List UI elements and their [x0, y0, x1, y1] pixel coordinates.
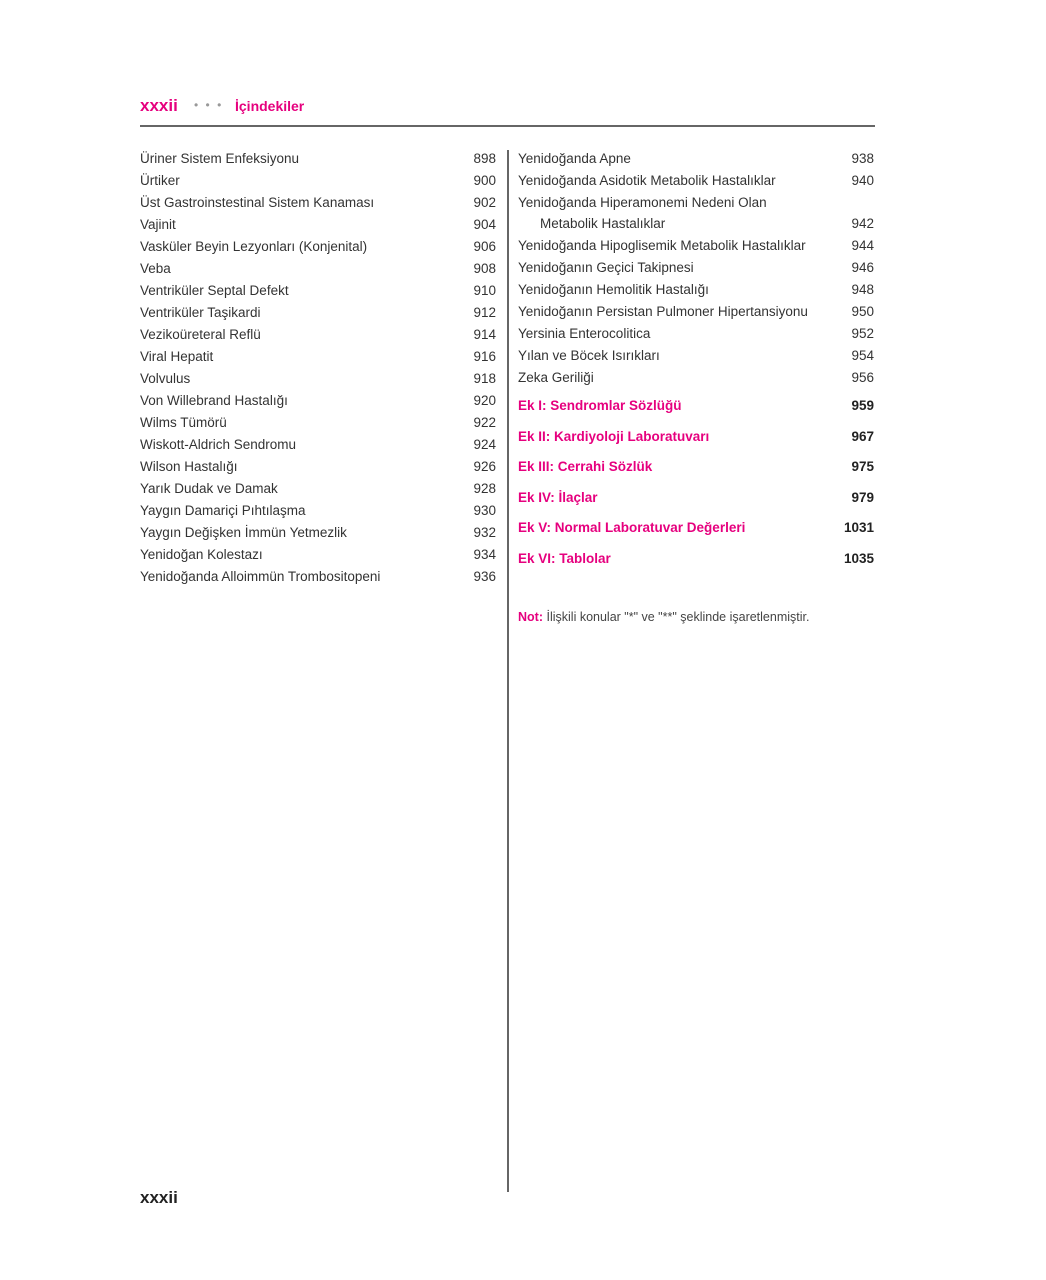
toc-entry[interactable]	[518, 279, 874, 301]
toc-entry[interactable]	[518, 257, 874, 279]
toc-entry-page: 938	[851, 151, 874, 166]
toc-entry-title: Wilms Tümörü	[140, 415, 227, 430]
footer-page-number: xxxii	[140, 1188, 178, 1207]
toc-entry-page: 904	[473, 217, 496, 232]
toc-entry-page: 918	[473, 371, 496, 386]
toc-entry-title: Veba	[140, 261, 171, 276]
toc-entry-title: Zeka Geriliği	[518, 370, 594, 385]
toc-entry-page: 940	[851, 173, 874, 188]
toc-entry-title: Ürtiker	[140, 173, 180, 188]
appendix-title: Ek IV: İlaçlar	[518, 489, 598, 505]
toc-entry[interactable]	[518, 301, 874, 323]
toc-entry[interactable]	[518, 170, 874, 192]
appendix-entry[interactable]	[518, 391, 874, 422]
toc-entry-title: Yılan ve Böcek Isırıkları	[518, 348, 660, 363]
toc-entry[interactable]	[518, 367, 874, 389]
toc-entry-page: 930	[473, 503, 496, 518]
toc-entry[interactable]	[140, 192, 496, 214]
appendix-page: 967	[851, 428, 874, 444]
toc-entry-title: Yaygın Damariçi Pıhtılaşma	[140, 503, 306, 518]
toc-entry-title: Yaygın Değişken İmmün Yetmezlik	[140, 525, 347, 540]
toc-entry[interactable]	[140, 346, 496, 368]
header-rule	[140, 125, 875, 127]
toc-entry-page: 898	[473, 151, 496, 166]
header-title: İçindekiler	[235, 98, 305, 114]
toc-entry-page: 926	[473, 459, 496, 474]
toc-entry-title: Volvulus	[140, 371, 191, 386]
toc-entry-page: 944	[851, 238, 874, 253]
toc-entry-title: Viral Hepatit	[140, 349, 214, 364]
appendix-page: 975	[851, 459, 874, 475]
header-page-number: xxxii	[140, 96, 178, 115]
toc-entry[interactable]	[518, 148, 874, 170]
appendix-page: 979	[851, 489, 874, 505]
toc-entry-title: Vajinit	[140, 217, 176, 232]
toc-entry-page: 950	[851, 304, 874, 319]
toc-entry-title: Yenidoğan Kolestazı	[140, 547, 263, 562]
toc-entry-title: Yersinia Enterocolitica	[518, 326, 651, 341]
toc-entry-title: Metabolik Hastalıklar	[540, 216, 666, 231]
toc-left-column	[140, 148, 496, 588]
toc-entry-page: 910	[473, 283, 496, 298]
appendix-title: Ek II: Kardiyoloji Laboratuvarı	[518, 428, 710, 444]
toc-entry[interactable]	[518, 235, 874, 257]
toc-entry-page: 934	[473, 547, 496, 562]
toc-entry-title: Vezikoüreteral Reflü	[140, 327, 261, 342]
toc-entry[interactable]	[140, 324, 496, 346]
toc-entry[interactable]	[140, 170, 496, 192]
appendix-entry[interactable]	[518, 452, 874, 483]
toc-entry[interactable]	[140, 302, 496, 324]
toc-entry[interactable]	[140, 544, 496, 566]
toc-entry-page: 956	[851, 370, 874, 385]
toc-entry[interactable]	[140, 456, 496, 478]
page-header	[140, 96, 875, 128]
toc-entry[interactable]	[140, 148, 496, 170]
toc-entry-title: Yenidoğanda Apne	[518, 151, 631, 166]
toc-entry[interactable]	[140, 258, 496, 280]
appendix-title: Ek I: Sendromlar Sözlüğü	[518, 398, 682, 413]
toc-entry-page: 906	[473, 239, 496, 254]
toc-entry[interactable]	[140, 390, 496, 412]
toc-entry-page: 946	[851, 260, 874, 275]
toc-entry-page: 908	[473, 261, 496, 276]
toc-entry-page: 916	[473, 349, 496, 364]
toc-entry-page: 914	[473, 327, 496, 342]
footnote-label: Not:	[518, 610, 543, 624]
toc-entry-title: Ventriküler Taşikardi	[140, 305, 261, 320]
appendix-entry[interactable]	[518, 513, 874, 544]
toc-entry[interactable]	[140, 412, 496, 434]
toc-entry-page: 932	[473, 525, 496, 540]
toc-entry-page: 948	[851, 282, 874, 297]
toc-entry-page: 920	[473, 393, 496, 408]
toc-entry-page: 922	[473, 415, 496, 430]
appendix-entry[interactable]	[518, 422, 874, 453]
toc-entry-title: Vasküler Beyin Lezyonları (Konjenital)	[140, 239, 368, 254]
toc-right-column	[518, 148, 874, 575]
appendix-entry[interactable]	[518, 544, 874, 575]
toc-entry-title: Üriner Sistem Enfeksiyonu	[140, 151, 300, 166]
footnote	[518, 610, 809, 624]
toc-entry-page: 912	[473, 305, 496, 320]
toc-entry[interactable]	[518, 345, 874, 367]
header-dots: • • •	[194, 98, 224, 112]
toc-entry[interactable]	[140, 214, 496, 236]
toc-entry-title: Yenidoğanın Hemolitik Hastalığı	[518, 282, 709, 297]
toc-entry-title: Yenidoğanda Alloimmün Trombositopeni	[140, 569, 381, 584]
toc-entry-title: Yarık Dudak ve Damak	[140, 481, 278, 496]
appendix-title: Ek V: Normal Laboratuvar Değerleri	[518, 520, 746, 536]
appendix-title: Ek VI: Tablolar	[518, 550, 611, 566]
footnote-text: İlişkili konular "*" ve "**" şeklinde işaretlenmiştir.	[546, 610, 810, 624]
appendix-title: Ek III: Cerrahi Sözlük	[518, 459, 653, 475]
toc-entry[interactable]	[140, 236, 496, 258]
toc-entry[interactable]	[140, 280, 496, 302]
toc-entry[interactable]	[140, 500, 496, 522]
toc-entry-title: Yenidoğanda Hiperamonemi Nedeni Olan	[518, 195, 767, 210]
column-divider	[507, 150, 509, 1192]
toc-entry-title: Wiskott-Aldrich Sendromu	[140, 437, 297, 452]
toc-entry-continuation[interactable]	[518, 213, 874, 235]
toc-entry-page: 902	[473, 195, 496, 210]
toc-entry-title: Üst Gastroinstestinal Sistem Kanaması	[140, 195, 375, 210]
toc-entry-title: Ventriküler Septal Defekt	[140, 283, 289, 298]
appendix-entry[interactable]	[518, 483, 874, 514]
toc-entry-page: 900	[473, 173, 496, 188]
toc-entry-page: 942	[851, 216, 874, 231]
toc-entry-title: Yenidoğanın Geçici Takipnesi	[518, 260, 694, 275]
toc-entry-page: 936	[473, 569, 496, 584]
toc-entry-page: 924	[473, 437, 496, 452]
toc-entry-title: Yenidoğanda Hipoglisemik Metabolik Hastalıklar	[518, 238, 806, 253]
toc-entry-title: Von Willebrand Hastalığı	[140, 393, 288, 408]
toc-entry[interactable]	[518, 323, 874, 345]
toc-entry-title: Yenidoğanın Persistan Pulmoner Hipertansiyonu	[518, 304, 808, 319]
toc-entry-title: Yenidoğanda Asidotik Metabolik Hastalıklar	[518, 173, 776, 188]
appendix-page: 1031	[843, 520, 874, 536]
appendix-page: 1035	[843, 550, 874, 566]
toc-entry-page: 954	[851, 348, 874, 363]
toc-entry-page: 952	[851, 326, 874, 341]
toc-entry-page: 928	[473, 481, 496, 496]
toc-entry[interactable]	[140, 522, 496, 544]
toc-entry-title: Wilson Hastalığı	[140, 459, 238, 474]
appendix-page: 959	[851, 398, 874, 413]
toc-entry[interactable]	[140, 566, 496, 588]
toc-entry[interactable]	[140, 478, 496, 500]
toc-entry[interactable]	[518, 192, 874, 213]
toc-entry[interactable]	[140, 434, 496, 456]
toc-entry[interactable]	[140, 368, 496, 390]
